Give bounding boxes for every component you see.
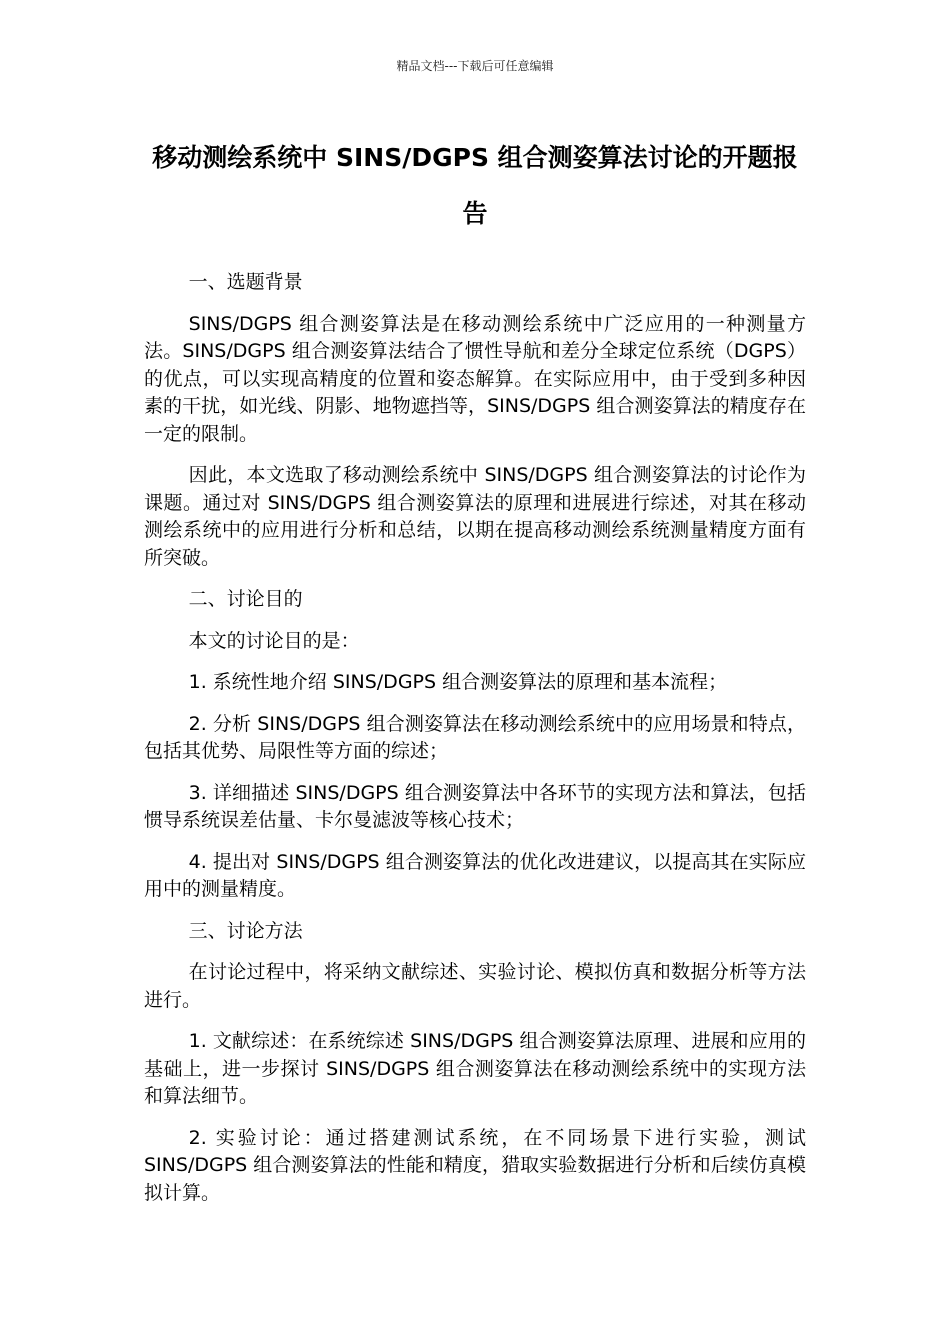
paragraph-method-intro: 在讨论过程中，将采纳文献综述、实验讨论、模拟仿真和数据分析等方法进行。 xyxy=(144,961,806,1011)
paragraph-purpose-intro: 本文的讨论目的是： xyxy=(188,629,360,652)
list-item-purpose-4: 4. 提出对 SINS/DGPS 组合测姿算法的优化改进建议，以提高其在实际应用中的测量精度。 xyxy=(144,850,806,900)
section-heading-purpose: 二、讨论目的 xyxy=(188,588,303,610)
list-item-method-2: 2. 实验讨论：通过搭建测试系统，在不同场景下进行实验，测试 SINS/DGPS 组合测姿算法的性能和精度，猎取实验数据进行分析和后续仿真模拟计算。 xyxy=(144,1126,806,1204)
paragraph-background-2: 因此，本文选取了移动测绘系统中 SINS/DGPS 组合测姿算法的讨论作为课题。通过对 SINS/DGPS 组合测姿算法的原理和进展进行综述，对其在移动测绘系统中的应用进行分析和总结，以期在提高移动测绘系统测量精度方面有所突破。 xyxy=(144,464,806,569)
document-title: 移动测绘系统中 SINS/DGPS 组合测姿算法讨论的开题报告 xyxy=(152,143,798,228)
document-body xyxy=(144,269,806,1221)
list-item-purpose-3: 3. 详细描述 SINS/DGPS 组合测姿算法中各环节的实现方法和算法，包括惯导系统误差估量、卡尔曼滤波等核心技术； xyxy=(144,781,806,831)
list-item-purpose-1: 1. 系统性地介绍 SINS/DGPS 组合测姿算法的原理和基本流程； xyxy=(188,671,728,693)
header-note: 精品文档---下载后可任意编辑 xyxy=(396,59,554,73)
section-heading-background: 一、选题背景 xyxy=(188,271,303,293)
list-item-method-1: 1. 文献综述：在系统综述 SINS/DGPS 组合测姿算法原理、进展和应用的基础上，进一步探讨 SINS/DGPS 组合测姿算法在移动测绘系统中的实现方法和算法细节。 xyxy=(144,1030,806,1107)
list-item-purpose-2: 2. 分析 SINS/DGPS 组合测姿算法在移动测绘系统中的应用场景和特点，包括其优势、局限性等方面的综述； xyxy=(144,712,806,762)
section-heading-method: 三、讨论方法 xyxy=(188,919,303,942)
paragraph-background-1: SINS/DGPS 组合测姿算法是在移动测绘系统中广泛应用的一种测量方法。SINS/DGPS 组合测姿算法结合了惯性导航和差分全球定位系统（DGPS）的优点，可以实现高精度的位置和姿态解算。在实际应用中，由于受到多种因素的干扰，如光线、阴影、地物遮挡等，SINS/DGPS 组合测姿算法的精度存在一定的限制。 xyxy=(144,312,806,445)
